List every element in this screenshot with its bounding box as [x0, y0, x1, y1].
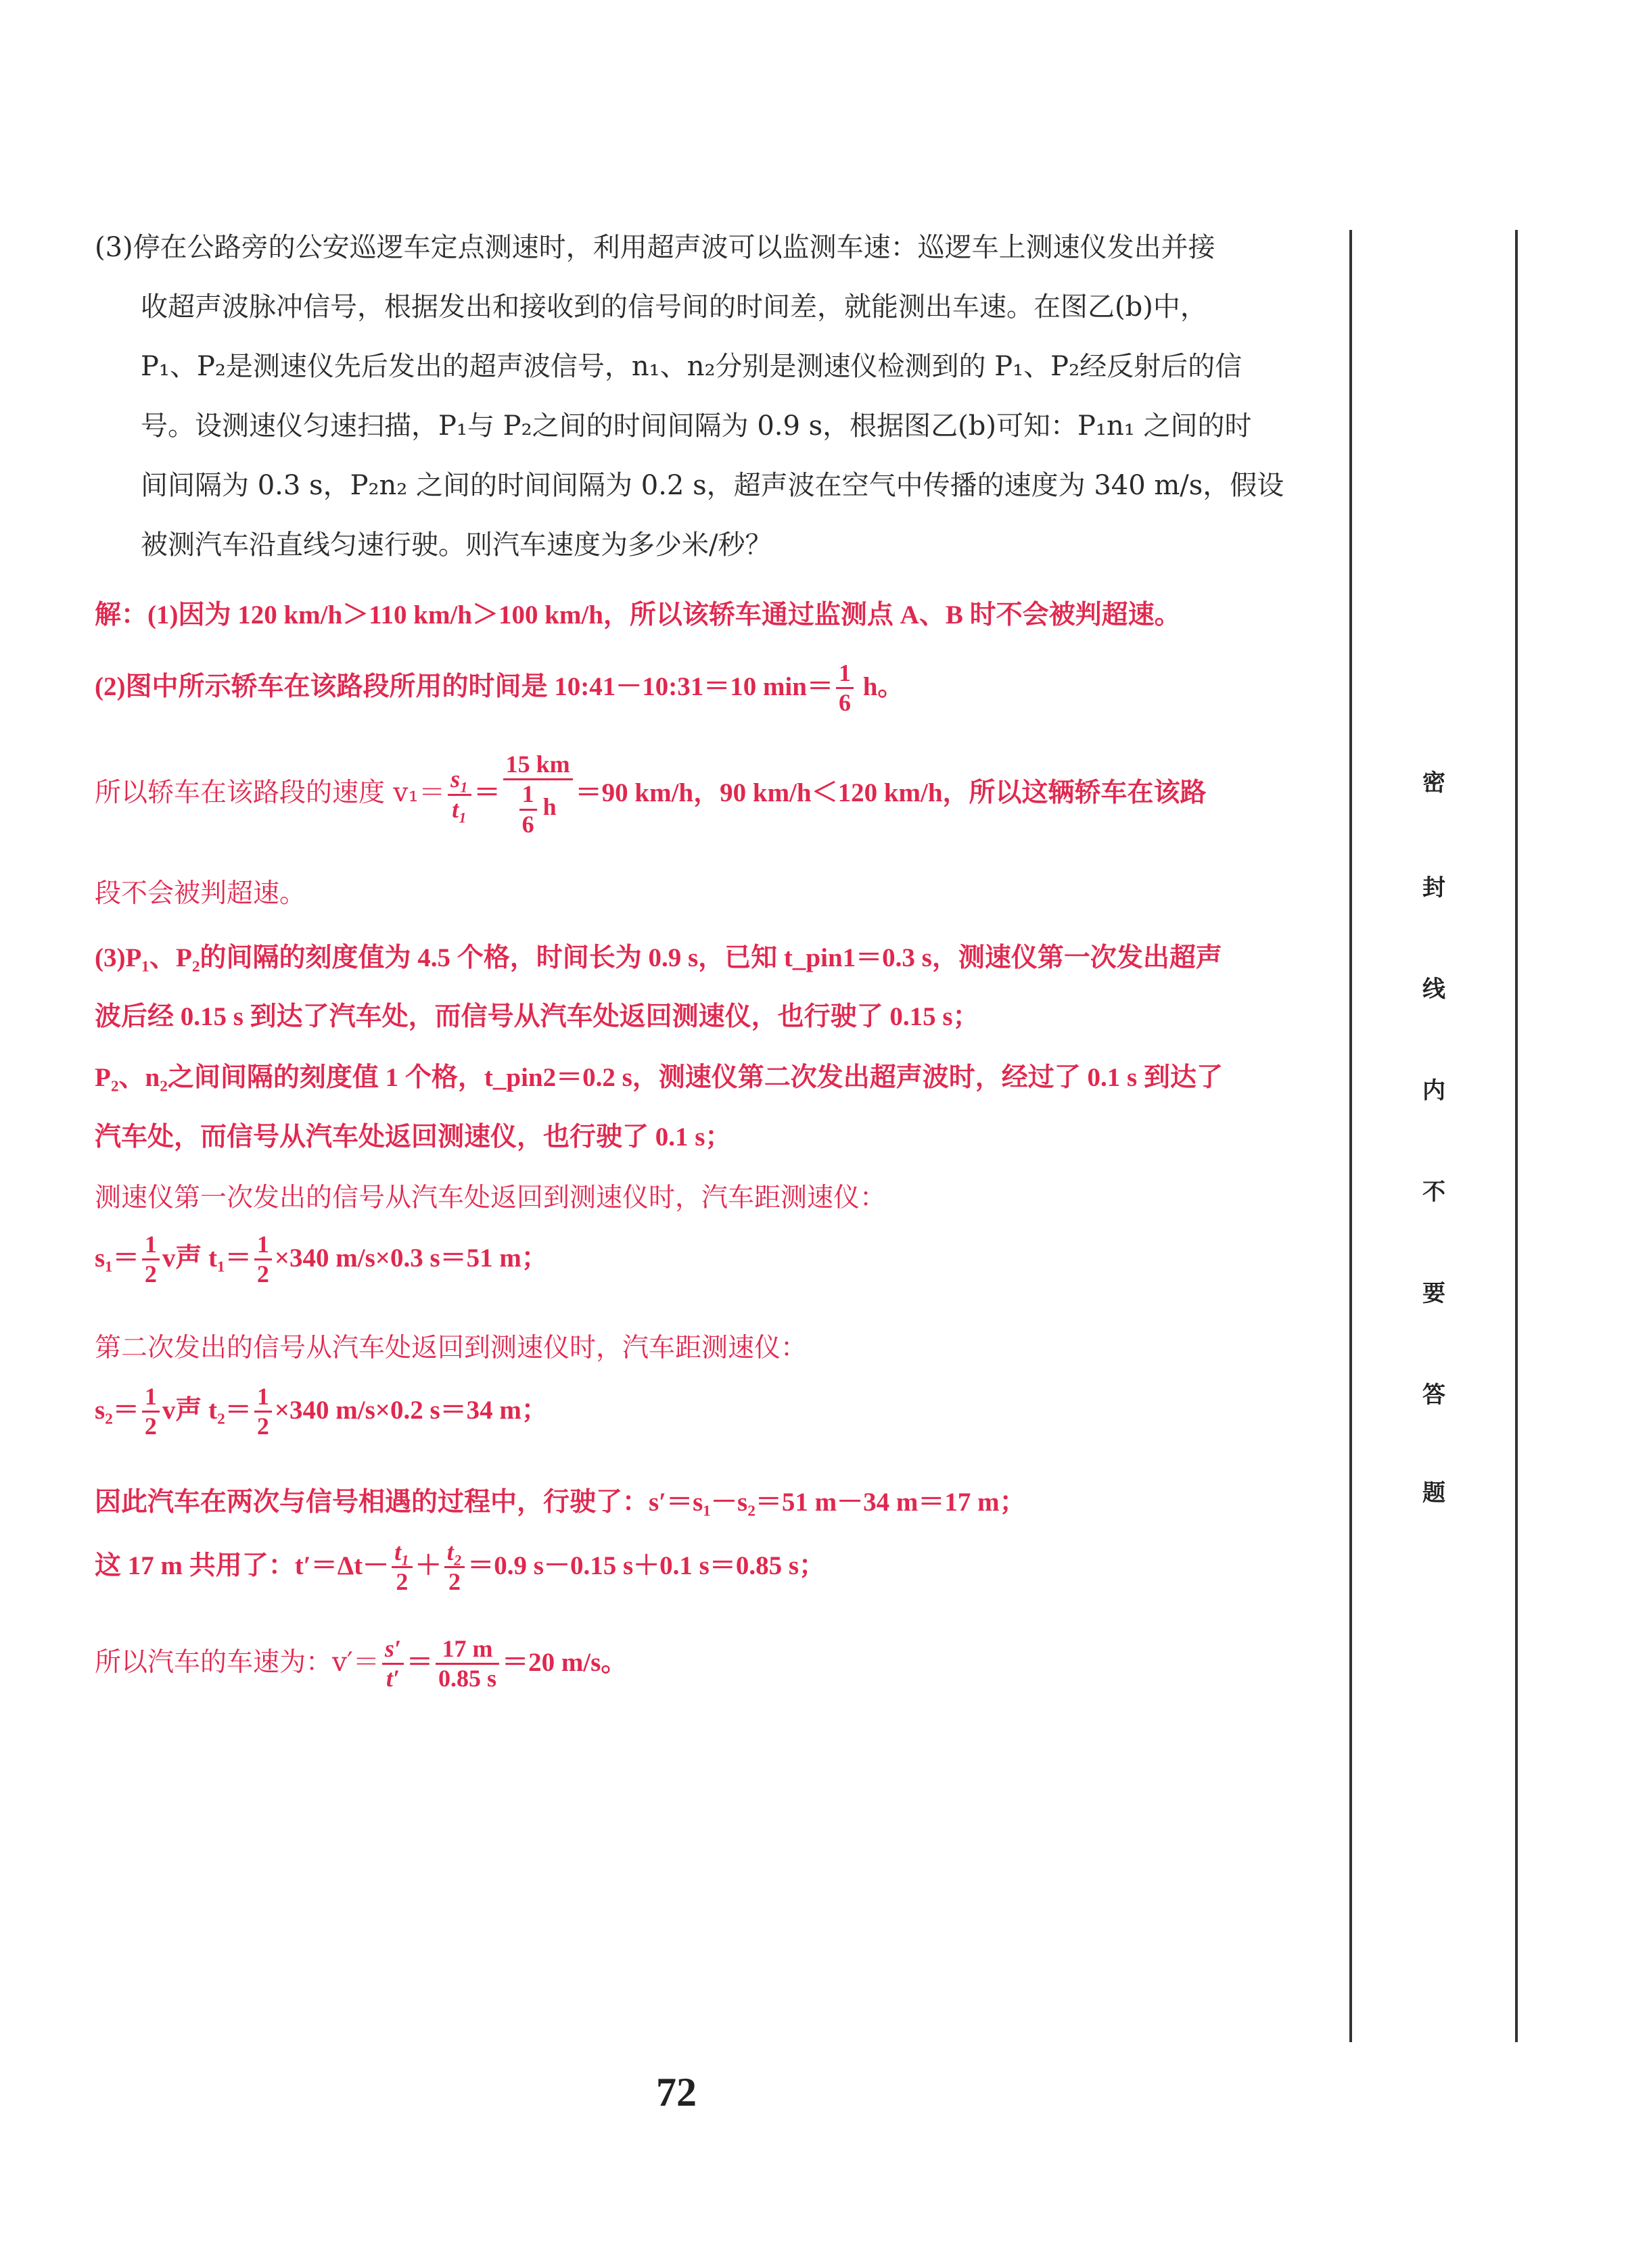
answer-text: v声 t₁＝ [162, 1243, 252, 1273]
question-line: 被测汽车沿直线匀速行驶。则汽车速度为多少米/秒？ [141, 529, 772, 561]
answer-line-6: 波后经 0.15 s 到达了汽车处，而信号从汽车处返回测速仪，也行驶了 0.15 s； [95, 1002, 979, 1031]
fraction-denominator: t₁ [452, 795, 467, 823]
answer-line-13: 因此汽车在两次与信号相遇的过程中，行驶了：s′＝s₁－s₂＝51 m－34 m＝17 m； [95, 1488, 1026, 1517]
fraction-numerator: t₂ [444, 1538, 465, 1568]
margin-line-left [1349, 230, 1352, 2042]
fraction [254, 1383, 272, 1441]
question-line: (3)停在公路旁的公安巡逻车定点测速时，利用超声波可以监测车速：巡逻车上测速仪发出并接 [95, 232, 1215, 263]
answer-text: ＝ [407, 1647, 434, 1677]
fraction [254, 1231, 272, 1289]
answer-line-3 [95, 751, 1207, 838]
question-line: 号。设测速仪匀速扫描，P₁与 P₂之间的时间间隔为 0.9 s，根据图乙(b)可知：P₁n₁ 之间的时 [141, 410, 1252, 442]
fraction-numerator: 1 [254, 1231, 272, 1260]
seal-char: 封 [1422, 874, 1445, 901]
fraction-numerator: 1 [142, 1231, 160, 1260]
answer-line-2 [95, 659, 904, 717]
fraction-numerator: s₁ [448, 765, 471, 795]
fraction-denominator: t′ [386, 1665, 400, 1693]
page-number: 72 [656, 2070, 697, 2115]
fraction [836, 659, 854, 717]
answer-line-15 [95, 1635, 627, 1693]
fraction-denominator: 6 [521, 810, 534, 838]
fraction [444, 1538, 465, 1597]
fraction [503, 751, 573, 838]
answer-text: ＝0.9 s－0.15 s＋0.1 s＝0.85 s； [467, 1551, 825, 1580]
answer-line-8: 汽车处，而信号从汽车处返回测速仪，也行驶了 0.1 s； [95, 1123, 732, 1152]
answer-line-10 [95, 1231, 548, 1289]
seal-char: 题 [1422, 1480, 1445, 1507]
unit: h [536, 793, 557, 821]
seal-char: 要 [1422, 1280, 1445, 1307]
answer-line-5: (3)P₁、P₂的间隔的刻度值为 4.5 个格，时间长为 0.9 s，已知 t_pin1＝0.3 s，测速仪第一次发出超声 [95, 943, 1222, 972]
fraction [382, 1635, 404, 1693]
seal-char: 密 [1422, 770, 1445, 797]
fraction-denominator: 6 [838, 689, 851, 717]
question-line: 间间隔为 0.3 s，P₂n₂ 之间的时间间隔为 0.2 s，超声波在空气中传播的速度为 340 m/s，假设 [141, 470, 1284, 501]
seal-char: 不 [1422, 1179, 1445, 1206]
answer-text: v声 t₂＝ [162, 1395, 252, 1425]
answer-text: ＝ [473, 778, 501, 808]
answer-line-12 [95, 1383, 548, 1441]
fraction [436, 1635, 499, 1693]
nested-fraction [519, 780, 537, 838]
answer-line-11: 第二次发出的信号从汽车处返回到测速仪时，汽车距测速仪： [95, 1333, 808, 1363]
answer-text: ＋ [415, 1551, 442, 1580]
fraction-numerator: 1 [142, 1383, 160, 1413]
fraction [142, 1383, 160, 1441]
answer-text: 所以汽车的车速为：v′＝ [95, 1647, 379, 1678]
answer-line-9: 测速仪第一次发出的信号从汽车处返回到测速仪时，汽车距测速仪： [95, 1183, 887, 1213]
fraction-numerator: t₁ [392, 1538, 413, 1568]
answer-line-1: 解：(1)因为 120 km/h＞110 km/h＞100 km/h，所以该轿车通过监测点 A、B 时不会被判超速。 [95, 600, 1181, 630]
fraction-denominator: 2 [256, 1260, 269, 1288]
fraction [142, 1231, 160, 1289]
fraction-denominator: 2 [396, 1568, 409, 1596]
fraction-denominator: 2 [256, 1413, 269, 1440]
fraction-denominator: 0.85 s [438, 1665, 497, 1693]
seal-char: 答 [1422, 1381, 1445, 1409]
seal-char: 线 [1422, 976, 1445, 1003]
fraction-denominator [503, 780, 573, 838]
fraction-numerator: 1 [836, 659, 854, 689]
fraction-numerator: 15 km [503, 751, 573, 780]
answer-text: s₂＝ [95, 1395, 139, 1425]
answer-line-14 [95, 1538, 825, 1597]
question-line: 收超声波脉冲信号，根据发出和接收到的信号间的时间差，就能测出车速。在图乙(b)中， [141, 291, 1207, 323]
fraction-numerator: 17 m [436, 1635, 499, 1665]
fraction [392, 1538, 413, 1597]
fraction-numerator: 1 [519, 780, 537, 810]
fraction-numerator: s′ [382, 1635, 404, 1665]
answer-text: s₁＝ [95, 1243, 139, 1273]
answer-text: 所以轿车在该路段的速度 v₁＝ [95, 778, 446, 809]
fraction [448, 765, 471, 824]
answer-text: h。 [856, 671, 904, 701]
question-line: P₁、P₂是测速仪先后发出的超声波信号，n₁、n₂分别是测速仪检测到的 P₁、P₂经反射后的信 [141, 351, 1242, 382]
answer-text: ＝90 km/h，90 km/h＜120 km/h，所以这辆轿车在该路 [575, 778, 1207, 808]
fraction-denominator: 2 [448, 1568, 461, 1596]
answer-text: ＝20 m/s。 [502, 1647, 628, 1677]
question-block [95, 218, 1326, 575]
fraction-denominator: 2 [144, 1260, 157, 1288]
fraction-numerator: 1 [254, 1383, 272, 1413]
answer-text: ×340 m/s×0.3 s＝51 m； [274, 1243, 548, 1273]
answer-line-4: 段不会被判超速。 [95, 878, 306, 909]
margin-line-right [1515, 230, 1518, 2042]
answer-text: ×340 m/s×0.2 s＝34 m； [274, 1395, 548, 1425]
seal-char: 内 [1422, 1077, 1445, 1104]
answer-line-7: P₂、n₂之间间隔的刻度值 1 个格，t_pin2＝0.2 s，测速仪第二次发出超声波时，经过了 0.1 s 到达了 [95, 1063, 1223, 1092]
answer-text: 这 17 m 共用了：t′＝Δt－ [95, 1551, 390, 1580]
answer-text: (2)图中所示轿车在该路段所用的时间是 10:41－10:31＝10 min＝ [95, 671, 833, 701]
fraction-denominator: 2 [144, 1413, 157, 1440]
